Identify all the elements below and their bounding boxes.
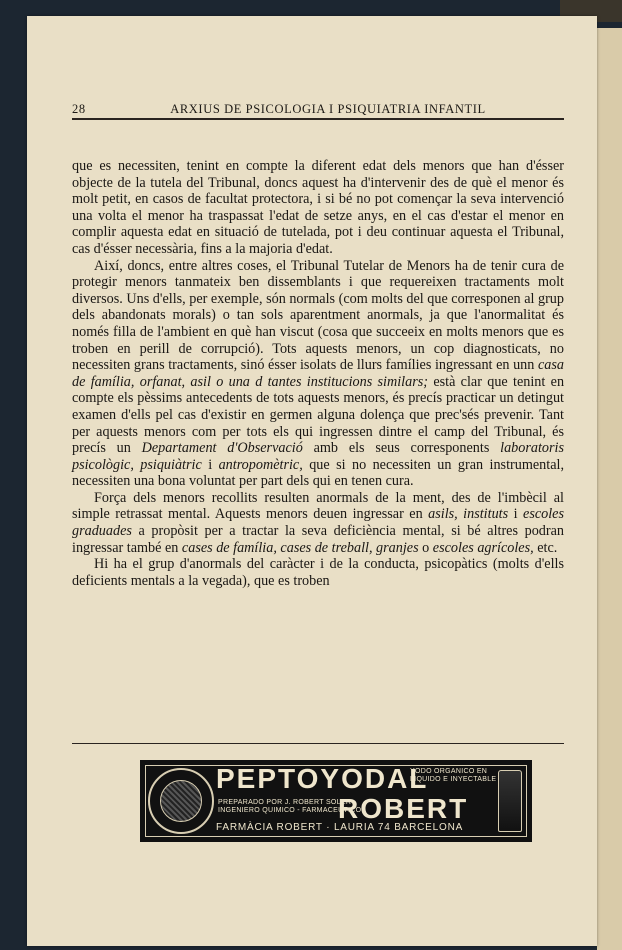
ad-prepared-title: INGENIERO QUIMICO - FARMACEUTICO bbox=[218, 807, 362, 814]
header-rule bbox=[72, 118, 564, 119]
ad-brand-name: PEPTOYODAL bbox=[216, 763, 429, 794]
next-page-edge bbox=[597, 28, 622, 950]
paragraph-3: Força dels menors recollits resulten anormals de la ment, des de l'imbècil al simple retrassat mental. Aquests menors deuen ingressar en asils, instituts i escoles graduades a propòsit per a tractar la seva deficiència mental, si bé altres podran ingressar també en cases de família, cases de treball, granjes o escoles agrícoles, etc. bbox=[72, 489, 565, 556]
ad-prepared-by: PREPARADO POR J. ROBERT SOLER bbox=[218, 799, 352, 806]
bottle-icon bbox=[498, 770, 522, 832]
page-number: 28 bbox=[72, 102, 86, 116]
ad-tagline-2: LIQUIDO E INYECTABLE bbox=[410, 776, 497, 783]
paragraph-1: que es necessiten, tenint en compte la diferent edat dels menors que han d'ésser objecte de la tutela del Tribunal, doncs aquest ha d'intervenir des de què el menor és molt petit, en casos de facultat protectora, i si bé no pot començar la seva intervenció una volta el menor ha traspassat l'edat de setze anys, en el cas d'estar el menor en complir aquesta edat en situació de tutelada, pot i deu continuar aquesta el Tribunal, cas d'ésser necessària, fins a la majoria d'edat. bbox=[72, 158, 564, 257]
ad-tagline-1: YODO ORGANICO EN bbox=[410, 768, 488, 775]
peptoyodal-advertisement bbox=[140, 760, 532, 842]
seal-portrait bbox=[160, 780, 202, 822]
paragraph-4: Hi ha el grup d'anormals del caràcter i de la conducta, psicopàtics (molts d'ells deficients mentals a la vegada), que es troben bbox=[72, 556, 564, 589]
page-body bbox=[72, 158, 564, 589]
ad-address: FARMÀCIA ROBERT · LAURIA 74 BARCELONA bbox=[216, 822, 464, 833]
running-title: ARXIUS DE PSICOLOGIA I PSIQUIATRIA INFANTIL bbox=[170, 102, 486, 116]
footer-rule bbox=[72, 743, 564, 744]
paragraph-2: Així, doncs, entre altres coses, el Tribunal Tutelar de Menors ha de tenir cura de protegir menors tanmateix ben dissemblants i que requereixen tractaments molt diversos. Uns d'ells, per exemple, són normals (com molts del que corresponen al grup dels abandonats morals) o tan sols aparentment anormals, ja que l'anormalitat és només filla de l'ambient en què han viscut (cosa que succeeix en molts menors que es troben en perill de corrupció). Tots aquests menors, un cop diagnosticats, no necessiten grans tractaments, sinó ésser isolats de llurs famílies ingressant en unn casa de família, orfanat, asil o una d tantes institucions similars; està clar que tenint en compte els pèssims antecedents de tots aquests menors, és precís practicar un detingut examen d'ells pel cas d'existir en germen alguna dolença que prec'sés prevenir. Tant per aquests menors com per tots els qui ingressen dintre el camp del Tribunal, és precís un Departament d'Observació amb els seus corresponents laboratoris psicològic, psiquiàtric i antropomètric, que si no necessiten un gran instrumental, necessiten una bona voluntat per part dels qui en tenen cura. bbox=[72, 257, 565, 490]
ad-brand-robert: ROBERT bbox=[338, 793, 469, 824]
pharmacy-seal-icon bbox=[148, 768, 214, 834]
